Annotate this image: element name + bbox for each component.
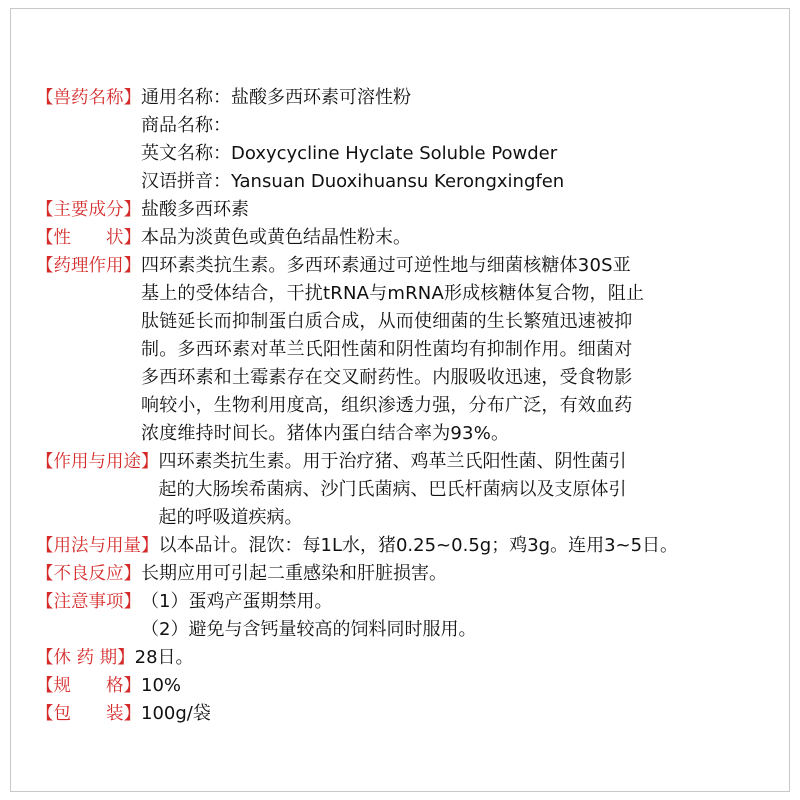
text-line: 英文名称：Doxycycline Hyclate Soluble Powder bbox=[141, 143, 558, 164]
section-specification bbox=[36, 672, 776, 700]
text-line: 响较小，生物利用度高，组织渗透力强，分布广泛，有效血药 bbox=[141, 395, 633, 416]
section-adverse-reactions bbox=[36, 560, 776, 588]
section-drug-name bbox=[36, 84, 776, 196]
text-line: 以本品计。混饮：每1L水，猪0.25~0.5g；鸡3g。连用3~5日。 bbox=[158, 535, 679, 556]
section-label: 【休 药 期】 bbox=[36, 648, 135, 668]
section-main-ingredient bbox=[36, 196, 776, 224]
product-label-document bbox=[36, 84, 776, 728]
section-label: 【主要成分】 bbox=[36, 200, 141, 220]
section-label: 【兽药名称】 bbox=[36, 88, 141, 108]
section-packaging bbox=[36, 700, 776, 728]
section-label: 【包 装】 bbox=[36, 704, 141, 724]
text-line: 通用名称：盐酸多西环素可溶性粉 bbox=[141, 87, 411, 108]
text-line: 起的呼吸道疾病。 bbox=[158, 507, 303, 528]
text-line: 汉语拼音：Yansuan Duoxihuansu Kerongxingfen bbox=[141, 171, 565, 192]
section-content bbox=[159, 448, 777, 532]
section-label: 【性 状】 bbox=[36, 228, 141, 248]
section-label: 【规 格】 bbox=[36, 676, 141, 696]
section-withdrawal-period bbox=[36, 644, 776, 672]
text-line: 10% bbox=[141, 675, 182, 696]
text-line: 28日。 bbox=[134, 647, 194, 668]
text-line: 基上的受体结合，干扰tRNA与mRNA形成核糖体复合物，阻止 bbox=[141, 283, 645, 304]
section-precautions bbox=[36, 588, 776, 644]
text-line: （2）避免与含钙量较高的饲料同时服用。 bbox=[141, 619, 477, 640]
section-content bbox=[141, 588, 776, 644]
section-content bbox=[159, 532, 777, 560]
text-line: 本品为淡黄色或黄色结晶性粉末。 bbox=[141, 227, 411, 248]
section-content bbox=[135, 644, 776, 672]
text-line: 商品名称： bbox=[141, 115, 231, 136]
section-content bbox=[141, 252, 776, 448]
text-line: 多西环素和土霉素存在交叉耐药性。内服吸收迅速，受食物影 bbox=[141, 367, 633, 388]
text-line: 盐酸多西环素 bbox=[141, 199, 249, 220]
section-label: 【不良反应】 bbox=[36, 564, 141, 584]
section-content bbox=[141, 672, 776, 700]
section-content bbox=[141, 196, 776, 224]
section-dosage bbox=[36, 532, 776, 560]
text-line: 起的大肠埃希菌病、沙门氏菌病、巴氏杆菌病以及支原体引 bbox=[158, 479, 627, 500]
text-line: 100g/袋 bbox=[141, 703, 211, 724]
section-indications bbox=[36, 448, 776, 532]
section-label: 【作用与用途】 bbox=[36, 452, 159, 472]
text-line: 长期应用可引起二重感染和肝脏损害。 bbox=[141, 563, 447, 584]
section-content bbox=[141, 224, 776, 252]
section-label: 【药理作用】 bbox=[36, 256, 141, 276]
text-line: （1）蛋鸡产蛋期禁用。 bbox=[141, 591, 333, 612]
section-content bbox=[141, 84, 776, 196]
section-pharmacology bbox=[36, 252, 776, 448]
section-content bbox=[141, 700, 776, 728]
section-appearance bbox=[36, 224, 776, 252]
text-line: 四环素类抗生素。用于治疗猪、鸡革兰氏阳性菌、阴性菌引 bbox=[158, 451, 627, 472]
section-label: 【注意事项】 bbox=[36, 592, 141, 612]
text-line: 浓度维持时间长。猪体内蛋白结合率为93%。 bbox=[141, 423, 510, 444]
text-line: 制。多西环素对革兰氏阳性菌和阴性菌均有抑制作用。细菌对 bbox=[141, 339, 633, 360]
section-content bbox=[141, 560, 776, 588]
text-line: 四环素类抗生素。多西环素通过可逆性地与细菌核糖体30S亚 bbox=[141, 255, 631, 276]
text-line: 肽链延长而抑制蛋白质合成，从而使细菌的生长繁殖迅速被抑 bbox=[141, 311, 633, 332]
section-label: 【用法与用量】 bbox=[36, 536, 159, 556]
